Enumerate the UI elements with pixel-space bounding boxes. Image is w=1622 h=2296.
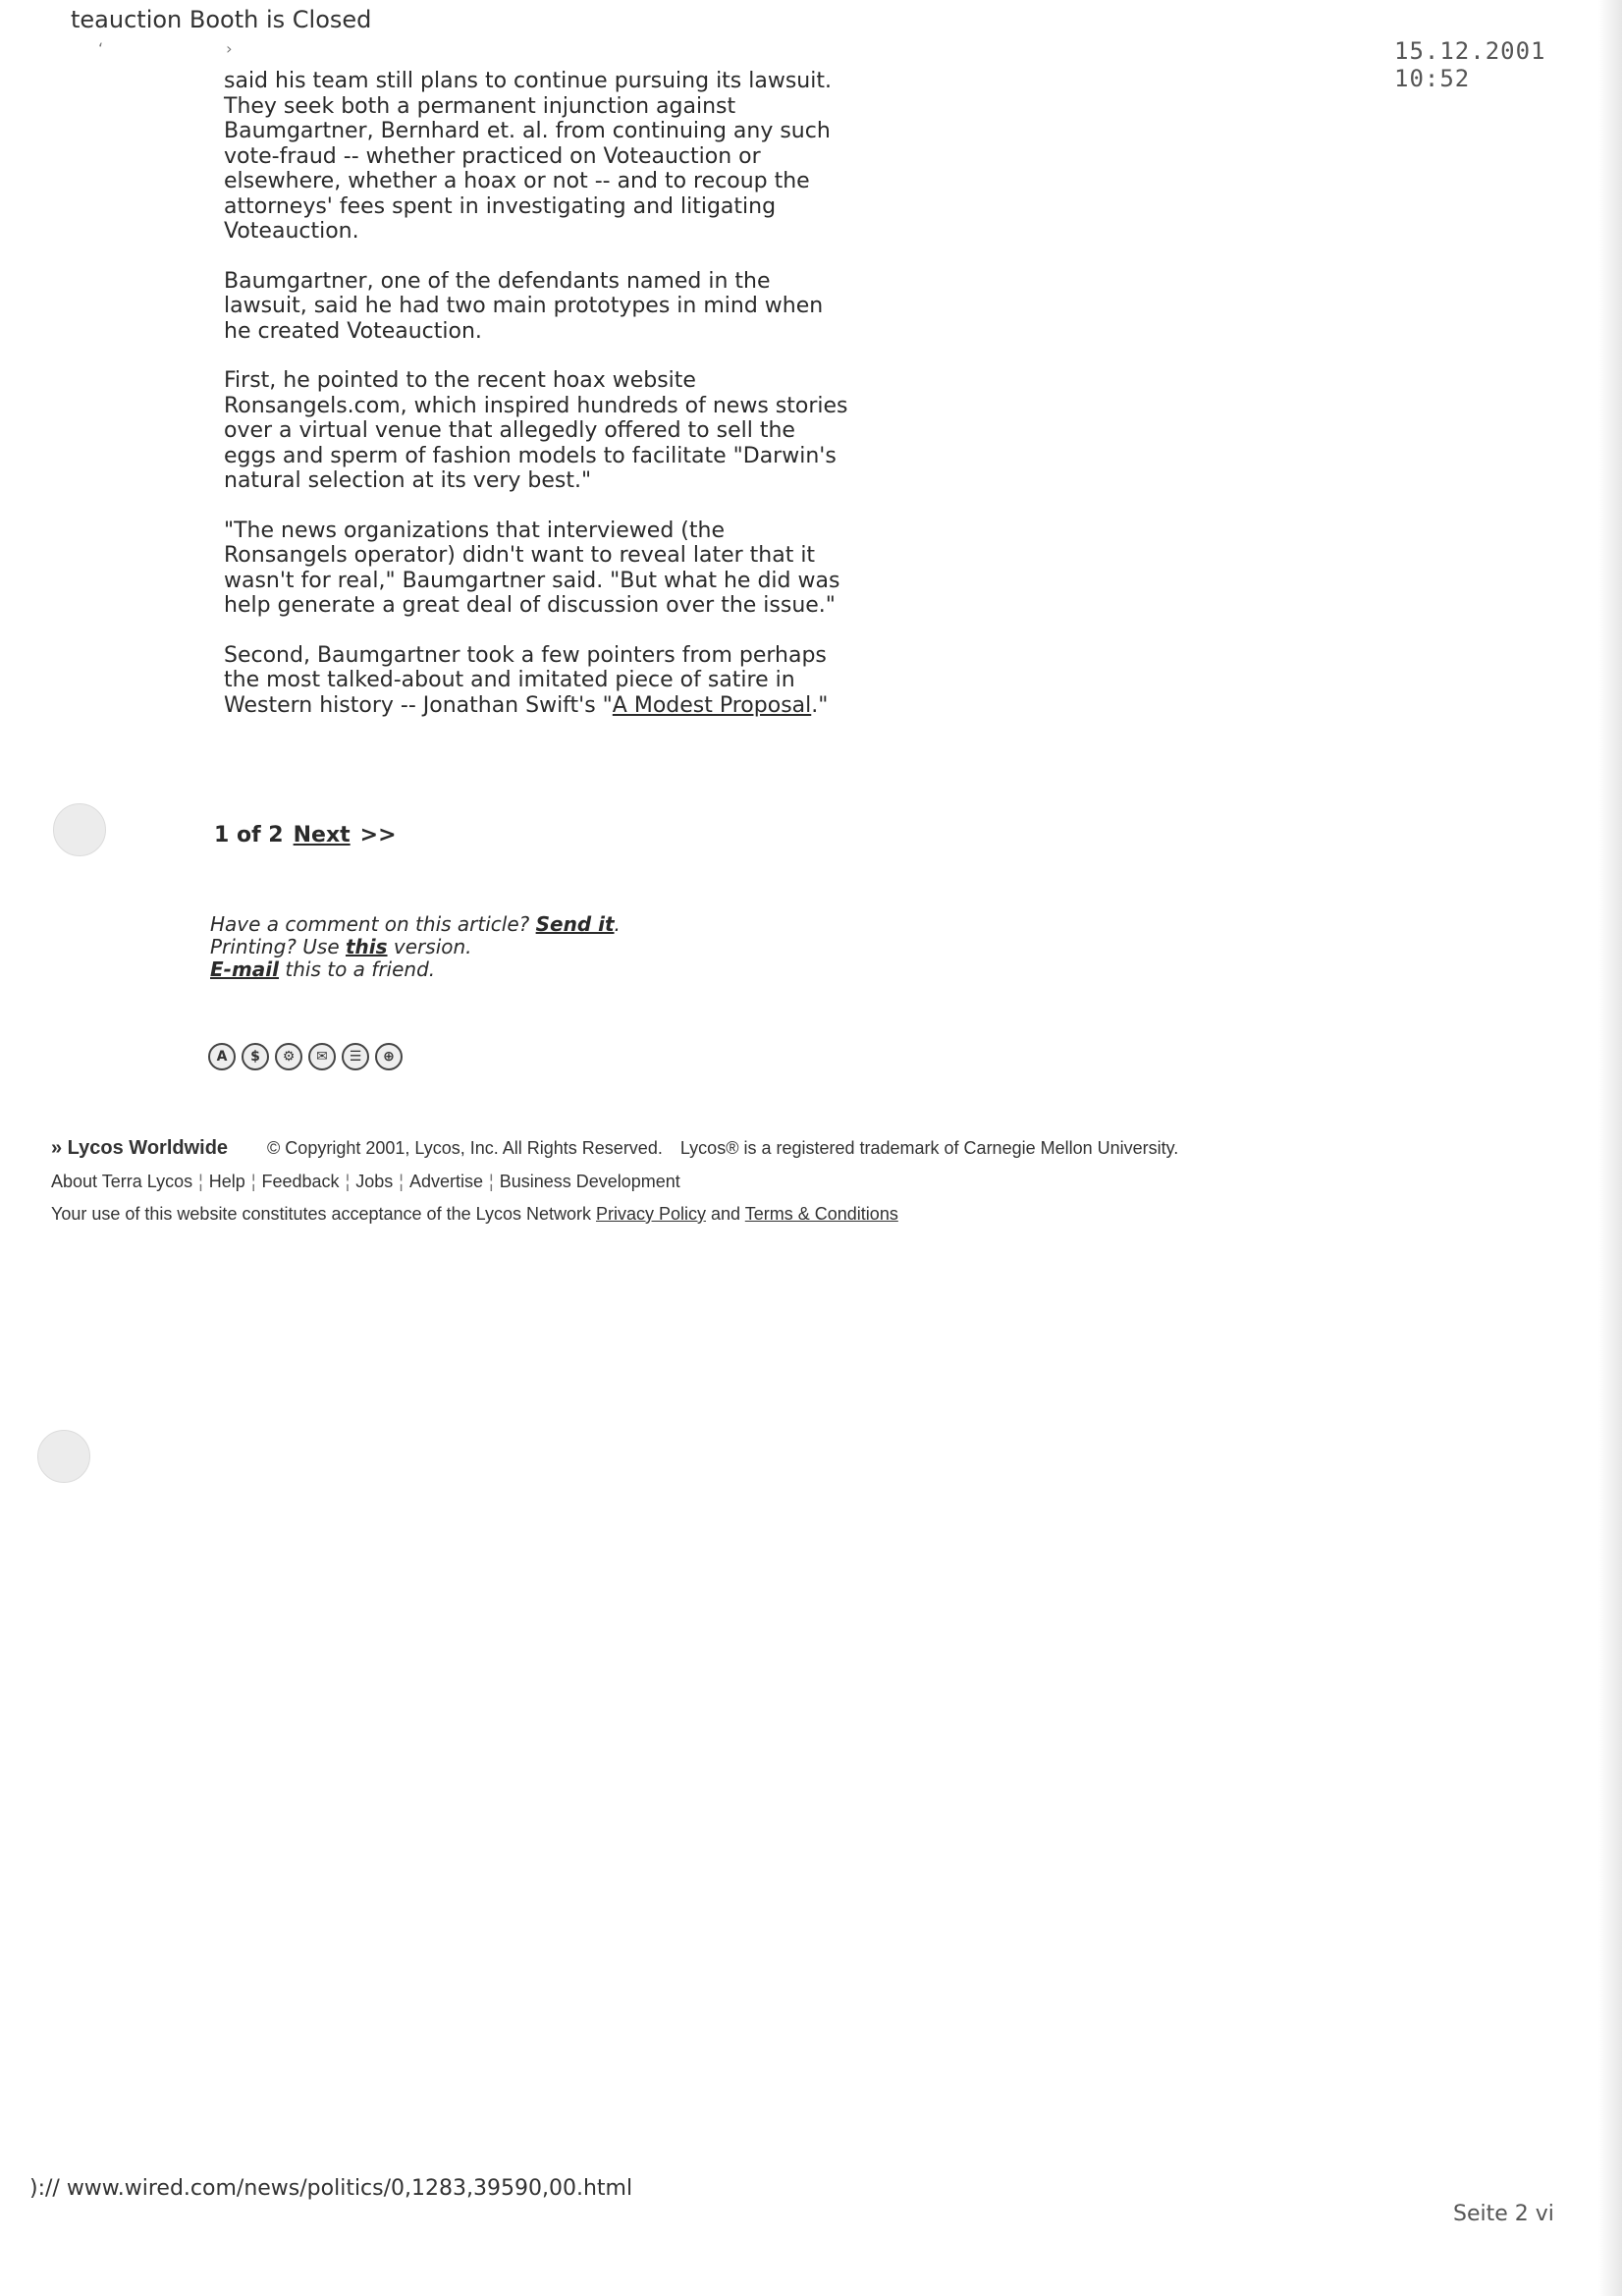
print-prompt: Printing? Use [210,935,340,958]
print-version-link[interactable]: this [345,935,388,958]
printed-page-number: Seite 2 vi [1453,2202,1554,2226]
acceptance-text: Your use of this website constitutes acceptance of the Lycos Network [51,1204,591,1224]
article-paragraph: "The news organizations that interviewed (the Ronsangels operator) didn't want to reveal later that it wasn't for real," Baumgartner said. "But what he did was help generate a great deal of discussion over the issue." [224,518,840,618]
article-paragraph-last [224,643,852,719]
comment-prompt: Have a comment on this article? [210,912,530,936]
separator: ¦ [345,1172,351,1191]
trademark-text: Lycos® is a registered trademark of Carnegie Mellon University. [679,1138,1179,1158]
footer-copyright-row [51,1137,1178,1160]
footer-links [51,1172,1178,1192]
section-a-icon[interactable]: A [208,1043,236,1070]
email-line-end: this to a friend. [285,957,436,981]
page-position: 1 of 2 [214,823,284,847]
comment-line-end: . [614,912,621,936]
about-link[interactable]: About Terra Lycos [51,1172,193,1191]
punch-hole [37,1430,90,1483]
article-paragraph: said his team still plans to continue pursuing its lawsuit. They seek both a permanent injunction against Baumgartner, Bernhard et. al. from continuing any such vote-fraud -- whether practiced on Voteauction or elsewhere, whether a hoax or not -- and to recoup the attorneys' fees spent in investigating and litigating Voteauction. [224,69,832,244]
page-header-title: teauction Booth is Closed [71,6,372,33]
business-development-link[interactable]: Business Development [499,1172,680,1191]
email-line [210,958,621,981]
separator: ¦ [399,1172,404,1191]
dollar-icon[interactable]: $ [242,1043,269,1070]
send-it-link[interactable]: Send it [535,912,615,936]
next-arrows: >> [359,823,397,847]
lycos-worldwide-link[interactable]: » Lycos Worldwide [51,1137,229,1159]
site-footer [51,1137,1178,1225]
printed-url: ):// www.wired.com/news/politics/0,1283,39590,00.html [29,2176,633,2201]
jobs-link[interactable]: Jobs [355,1172,394,1191]
pagination [214,823,397,847]
article-paragraph: Baumgartner, one of the defendants named in the lawsuit, said he had two main prototypes in mind when he created Voteauction. [224,268,824,344]
article-actions [210,913,621,981]
article-paragraph: First, he pointed to the recent hoax website Ronsangels.com, which inspired hundreds of news stories over a virtual venue that allegedly offered to sell the eggs and sperm of fashion models to facilitate "Darwin's natural selection at its very best." [224,368,848,493]
gear-icon[interactable]: ⚙ [275,1043,302,1070]
article-paragraph-text: Second, Baumgartner took a few pointers from perhaps the most talked-about and imitated piece of satire in Western history -- Jonathan Swift's " [224,642,827,718]
terms-conditions-link[interactable]: Terms & Conditions [744,1204,898,1224]
article-paragraph-end: ." [811,692,829,718]
advertise-link[interactable]: Advertise [408,1172,484,1191]
help-link[interactable]: Help [208,1172,245,1191]
separator: ¦ [489,1172,494,1191]
footer-legal-row [51,1204,1178,1225]
globe-icon[interactable]: ⊕ [375,1043,403,1070]
punch-hole [53,803,106,856]
menu-icon[interactable]: ☰ [342,1043,369,1070]
print-timestamp: 15.12.2001 10:52 [1394,37,1546,92]
modest-proposal-link[interactable]: A Modest Proposal [612,692,812,718]
print-line [210,936,621,958]
section-icon-row [208,1043,403,1070]
email-friend-link[interactable]: E-mail [210,957,280,981]
mail-icon[interactable]: ✉ [308,1043,336,1070]
article-body [224,69,852,742]
separator: ¦ [198,1172,203,1191]
comment-line [210,913,621,936]
separator: ¦ [250,1172,256,1191]
copyright-text: © Copyright 2001, Lycos, Inc. All Rights Reserved. [267,1138,663,1158]
print-line-end: version. [393,935,472,958]
next-page-link[interactable]: Next [293,823,351,847]
scan-marks: ‘ › [98,39,292,58]
privacy-policy-link[interactable]: Privacy Policy [595,1204,707,1224]
and-text: and [711,1204,741,1224]
scan-edge-shadow [1598,0,1622,2296]
feedback-link[interactable]: Feedback [261,1172,340,1191]
